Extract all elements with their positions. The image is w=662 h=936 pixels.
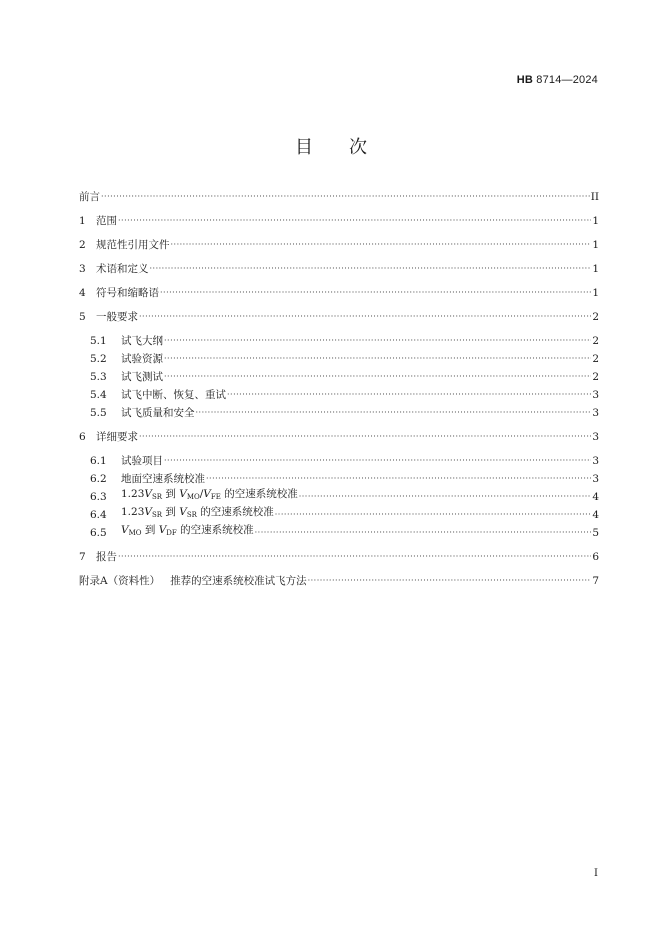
toc-leader [255,526,592,540]
toc-label: 试飞大纲 [121,335,163,347]
toc-number: 5.4 [90,389,107,401]
toc-number: 6.4 [90,509,107,521]
toc-entry-5-1[interactable] [90,334,599,348]
toc-leader [139,310,591,324]
toc-number: 7 [79,551,86,563]
toc-leader [101,190,590,204]
toc-number: 1 [79,215,86,227]
toc-entry-5-3[interactable] [90,370,599,384]
toc-entry-1[interactable] [79,214,599,228]
toc-leader [118,550,591,564]
toc-page: 5 [592,527,599,539]
toc-page: 2 [592,353,599,365]
toc-number: 6 [79,431,86,443]
toc-leader [171,238,592,252]
toc-page: 2 [592,335,599,347]
toc-leader [118,214,591,228]
toc-entry-4[interactable] [79,286,599,300]
toc-page: 4 [592,509,599,521]
toc-label: 术语和定义 [96,263,149,275]
toc-label: $1.23V_{SR}$ 到 $V_{MO}/V_{FE}$ 的空速系统校准 [121,488,298,501]
toc-leader [150,262,592,276]
toc-leader [164,370,591,384]
toc-page: 3 [592,473,599,485]
toc-leader [227,388,591,402]
toc-page: 1 [592,215,599,227]
toc-page: 3 [592,455,599,467]
toc-page: 1 [592,239,599,251]
toc-leader [196,406,592,420]
toc-entry-2[interactable] [79,238,599,252]
toc-leader [275,508,592,522]
standard-code: 8714—2024 [536,74,598,86]
toc-page: 4 [592,491,599,503]
standard-prefix: HB [516,74,533,86]
toc-page: 3 [592,407,599,419]
toc-number: 2 [79,239,86,251]
page-title: 目次 [295,137,403,158]
toc-label: 试验项目 [121,455,163,467]
toc-label: 试飞质量和安全 [121,407,195,419]
toc-number: 5.5 [90,407,107,419]
toc-entry-5-5[interactable] [90,406,599,420]
toc-label: 地面空速系统校准 [121,473,205,485]
toc-page: 1 [592,287,599,299]
toc-page: 2 [592,371,599,383]
toc-label: $1.23V_{SR}$ 到 $V_{SR}$ 的空速系统校准 [121,506,274,519]
toc-page: 3 [592,431,599,443]
toc-entry-annex-a[interactable] [79,574,599,588]
toc-entry-6-1[interactable] [90,454,599,468]
toc-page: 6 [592,551,599,563]
toc-entry-7[interactable] [79,550,599,564]
toc-label: 试验资源 [121,353,163,365]
toc-leader [299,490,592,504]
toc-label: 一般要求 [96,311,138,323]
toc-page: 2 [592,311,599,323]
toc-entry-5-2[interactable] [90,352,599,366]
toc-number: 5.1 [90,335,107,347]
toc-leader [164,334,591,348]
toc-label: 推荐的空速系统校准试飞方法 [170,575,307,587]
page-number: I [594,868,598,879]
toc-leader [139,430,591,444]
toc-number: 3 [79,263,86,275]
toc-number: 5.3 [90,371,107,383]
standard-number [517,74,598,86]
toc-page: II [590,191,599,203]
toc-label: $V_{MO}$ 到 $V_{DF}$ 的空速系统校准 [121,524,254,537]
toc-number: 6.5 [90,527,107,539]
toc-number: 6.3 [90,491,107,503]
toc-page: 3 [592,389,599,401]
toc-entry-5-4[interactable] [90,388,599,402]
toc-entry-5[interactable] [79,310,599,324]
toc-number: 6.2 [90,473,107,485]
toc-leader [164,454,591,468]
toc-leader [308,574,592,588]
toc-label: 前言 [79,191,100,203]
toc-number: 6.1 [90,455,107,467]
toc-number: 附录A（资料性） [79,575,161,587]
toc-entry-6-3[interactable] [90,490,599,504]
toc-page: 7 [592,575,599,587]
toc-label: 详细要求 [96,431,138,443]
toc-label: 符号和缩略语 [96,287,159,299]
toc-label: 试飞测试 [121,371,163,383]
toc-entry-6-5[interactable] [90,526,599,540]
toc-label: 试飞中断、恢复、重试 [121,389,226,401]
toc-label: 规范性引用文件 [96,239,170,251]
toc-leader [206,472,591,486]
toc-label: 报告 [96,551,117,563]
toc-entry-6[interactable] [79,430,599,444]
toc-entry-6-2[interactable] [90,472,599,486]
toc-number: 5.2 [90,353,107,365]
toc-entry-6-4[interactable] [90,508,599,522]
toc-number: 5 [79,311,86,323]
toc-label: 范围 [96,215,117,227]
toc-entry-foreword[interactable] [79,190,599,204]
toc-entry-3[interactable] [79,262,599,276]
toc-leader [160,286,591,300]
toc-leader [164,352,591,366]
toc-number: 4 [79,287,86,299]
toc-page: 1 [592,263,599,275]
